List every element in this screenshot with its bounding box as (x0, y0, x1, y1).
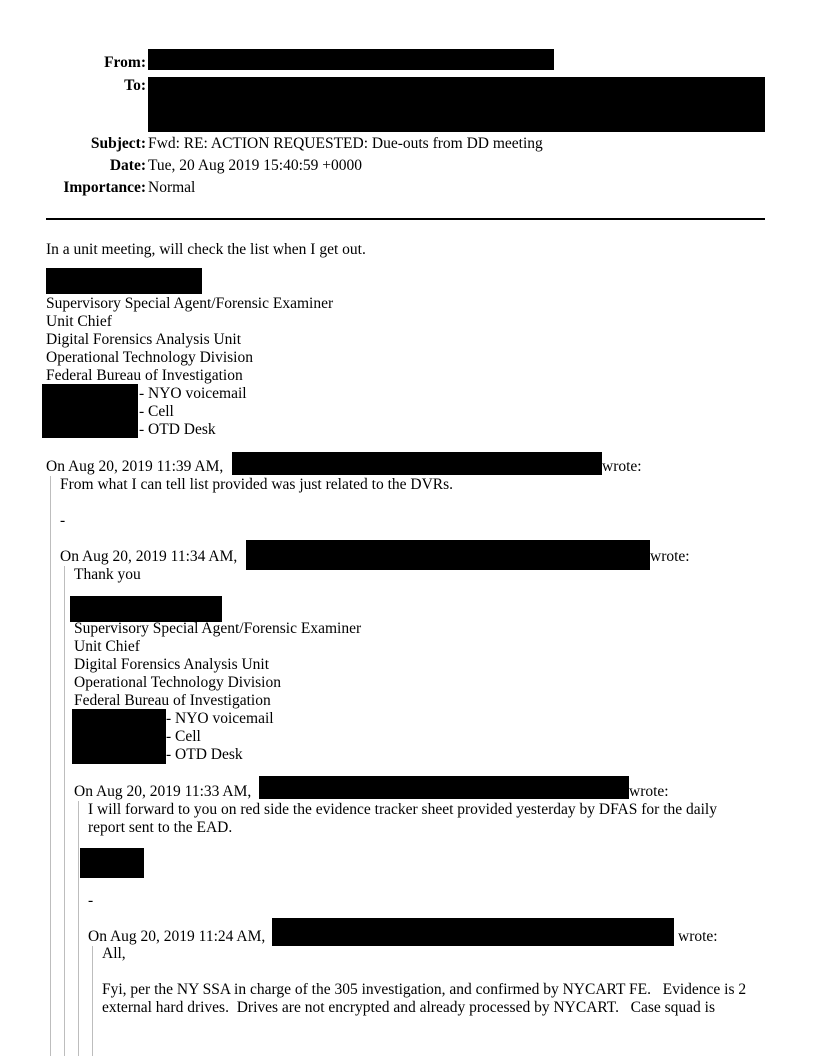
redaction-quote2-sender (246, 540, 650, 570)
redaction-quote2-phones (72, 709, 166, 764)
quote2-wrote: wrote: (650, 548, 690, 565)
quote2-phone-cell: - Cell (166, 728, 201, 745)
redaction-quote1-sender (232, 452, 602, 475)
to-label: To: (124, 77, 146, 94)
body-intro: In a unit meeting, will check the list when I get out. (46, 241, 366, 258)
quote-bar-level4 (92, 946, 93, 1056)
signature-division: Operational Technology Division (46, 349, 253, 366)
quote4-intro: On Aug 20, 2019 11:24 AM, (88, 928, 266, 945)
quote1-dash: - (60, 512, 66, 529)
quote3-intro: On Aug 20, 2019 11:33 AM, (74, 783, 252, 800)
quote-bar-level1 (50, 476, 51, 1056)
signature-phone-voicemail: - NYO voicemail (139, 385, 247, 402)
quote3-line1: I will forward to you on red side the evidence tracker sheet provided yesterday by DFAS for the daily (88, 801, 717, 818)
quote4-wrote: wrote: (678, 928, 718, 945)
quote2-signature-role: Unit Chief (74, 638, 140, 655)
redaction-quote3-name (80, 848, 144, 878)
quote4-greeting: All, (102, 945, 126, 962)
quote2-signature-agency: Federal Bureau of Investigation (74, 692, 271, 709)
date-label: Date: (109, 157, 146, 174)
header-divider (46, 218, 765, 220)
quote4-line1: Fyi, per the NY SSA in charge of the 305 investigation, and confirmed by NYCART FE. Evidence is 2 (102, 981, 747, 998)
redaction-quote2-name (70, 596, 222, 622)
quote2-phone-otd: - OTD Desk (166, 746, 243, 763)
quote2-phone-voicemail: - NYO voicemail (166, 710, 274, 727)
signature-role: Unit Chief (46, 313, 112, 330)
redaction-quote3-sender (259, 776, 629, 799)
quote3-dash: - (88, 892, 94, 909)
quote1-wrote: wrote: (602, 458, 642, 475)
importance-value: Normal (148, 179, 196, 196)
quote-bar-level3 (78, 801, 79, 1056)
redaction-quote4-sender (272, 918, 674, 946)
signature-phone-otd: - OTD Desk (139, 421, 216, 438)
redaction-phone-numbers (42, 384, 138, 438)
quote-bar-level2 (64, 566, 65, 1056)
date-value: Tue, 20 Aug 2019 15:40:59 +0000 (148, 157, 362, 174)
quote2-text: Thank you (74, 566, 141, 583)
redaction-sender-name (46, 268, 202, 294)
importance-label: Importance: (63, 179, 146, 196)
quote2-signature-unit: Digital Forensics Analysis Unit (74, 656, 270, 673)
quote3-line2: report sent to the EAD. (88, 819, 233, 836)
quote2-intro: On Aug 20, 2019 11:34 AM, (60, 548, 238, 565)
signature-title: Supervisory Special Agent/Forensic Examiner (46, 295, 334, 312)
subject-value: Fwd: RE: ACTION REQUESTED: Due-outs from DD meeting (148, 135, 543, 152)
signature-unit: Digital Forensics Analysis Unit (46, 331, 242, 348)
quote1-text: From what I can tell list provided was just related to the DVRs. (60, 476, 454, 493)
quote2-signature-division: Operational Technology Division (74, 674, 281, 691)
quote3-wrote: wrote: (629, 783, 669, 800)
quote4-line2: external hard drives. Drives are not encrypted and already processed by NYCART. Case squad is (102, 999, 715, 1016)
from-label: From: (104, 54, 146, 71)
quote2-signature-title: Supervisory Special Agent/Forensic Examiner (74, 620, 362, 637)
subject-label: Subject: (90, 135, 146, 152)
signature-phone-cell: - Cell (139, 403, 174, 420)
redaction-from (148, 49, 554, 70)
quote1-intro: On Aug 20, 2019 11:39 AM, (46, 458, 224, 475)
signature-agency: Federal Bureau of Investigation (46, 367, 243, 384)
redaction-to (148, 77, 765, 132)
